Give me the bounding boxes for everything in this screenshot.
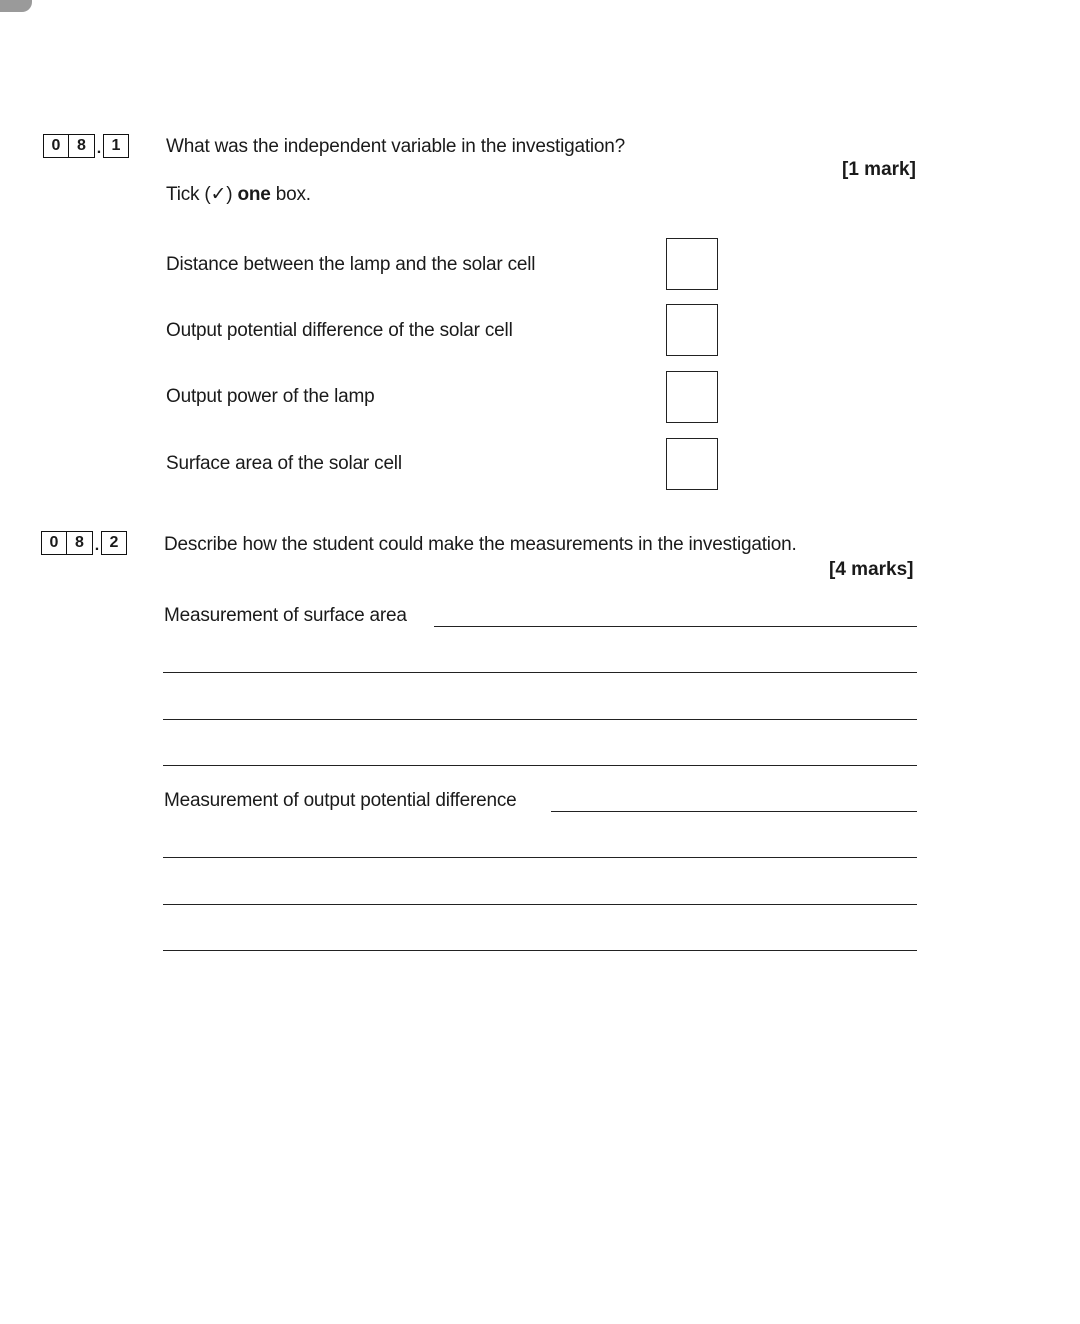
tick-instruction-prefix: Tick (✓) xyxy=(166,184,238,205)
option-tickbox-lamp-power[interactable] xyxy=(666,371,718,423)
answer-line[interactable] xyxy=(434,626,917,627)
question-part: 1 xyxy=(103,134,129,158)
question-digit: 0 xyxy=(43,134,69,158)
question-digit: 8 xyxy=(67,531,93,555)
question-number-08-1 xyxy=(43,134,129,158)
option-tickbox-output-pd[interactable] xyxy=(666,304,718,356)
question-dot: . xyxy=(94,537,100,554)
option-tickbox-surface-area[interactable] xyxy=(666,438,718,490)
answer-line[interactable] xyxy=(163,719,917,720)
question-digit: 0 xyxy=(41,531,67,555)
question-part: 2 xyxy=(101,531,127,555)
question-dot: . xyxy=(96,140,102,157)
answer-line[interactable] xyxy=(163,765,917,766)
prompt-surface-area: Measurement of surface area xyxy=(164,605,407,626)
tick-instruction-suffix: box. xyxy=(270,184,311,205)
tick-instruction-bold: one xyxy=(237,184,271,205)
prompt-output-pd: Measurement of output potential difference xyxy=(164,790,517,811)
option-label-surface-area: Surface area of the solar cell xyxy=(166,453,402,474)
marks-08-1: [1 mark] xyxy=(842,159,916,180)
question-number-08-2 xyxy=(41,531,127,555)
corner-tab xyxy=(0,0,32,12)
question-digit: 8 xyxy=(69,134,95,158)
answer-line[interactable] xyxy=(163,950,917,951)
answer-line[interactable] xyxy=(551,811,917,812)
option-label-output-pd: Output potential difference of the solar cell xyxy=(166,320,513,341)
question-text-08-1: What was the independent variable in the investigation? xyxy=(166,136,626,157)
option-label-lamp-power: Output power of the lamp xyxy=(166,386,375,407)
answer-line[interactable] xyxy=(163,672,917,673)
answer-line[interactable] xyxy=(163,857,917,858)
tick-instruction xyxy=(166,183,311,206)
option-label-distance: Distance between the lamp and the solar cell xyxy=(166,254,536,275)
marks-08-2: [4 marks] xyxy=(829,559,914,580)
answer-line[interactable] xyxy=(163,904,917,905)
option-tickbox-distance[interactable] xyxy=(666,238,718,290)
question-text-08-2: Describe how the student could make the measurements in the investigation. xyxy=(164,534,797,555)
